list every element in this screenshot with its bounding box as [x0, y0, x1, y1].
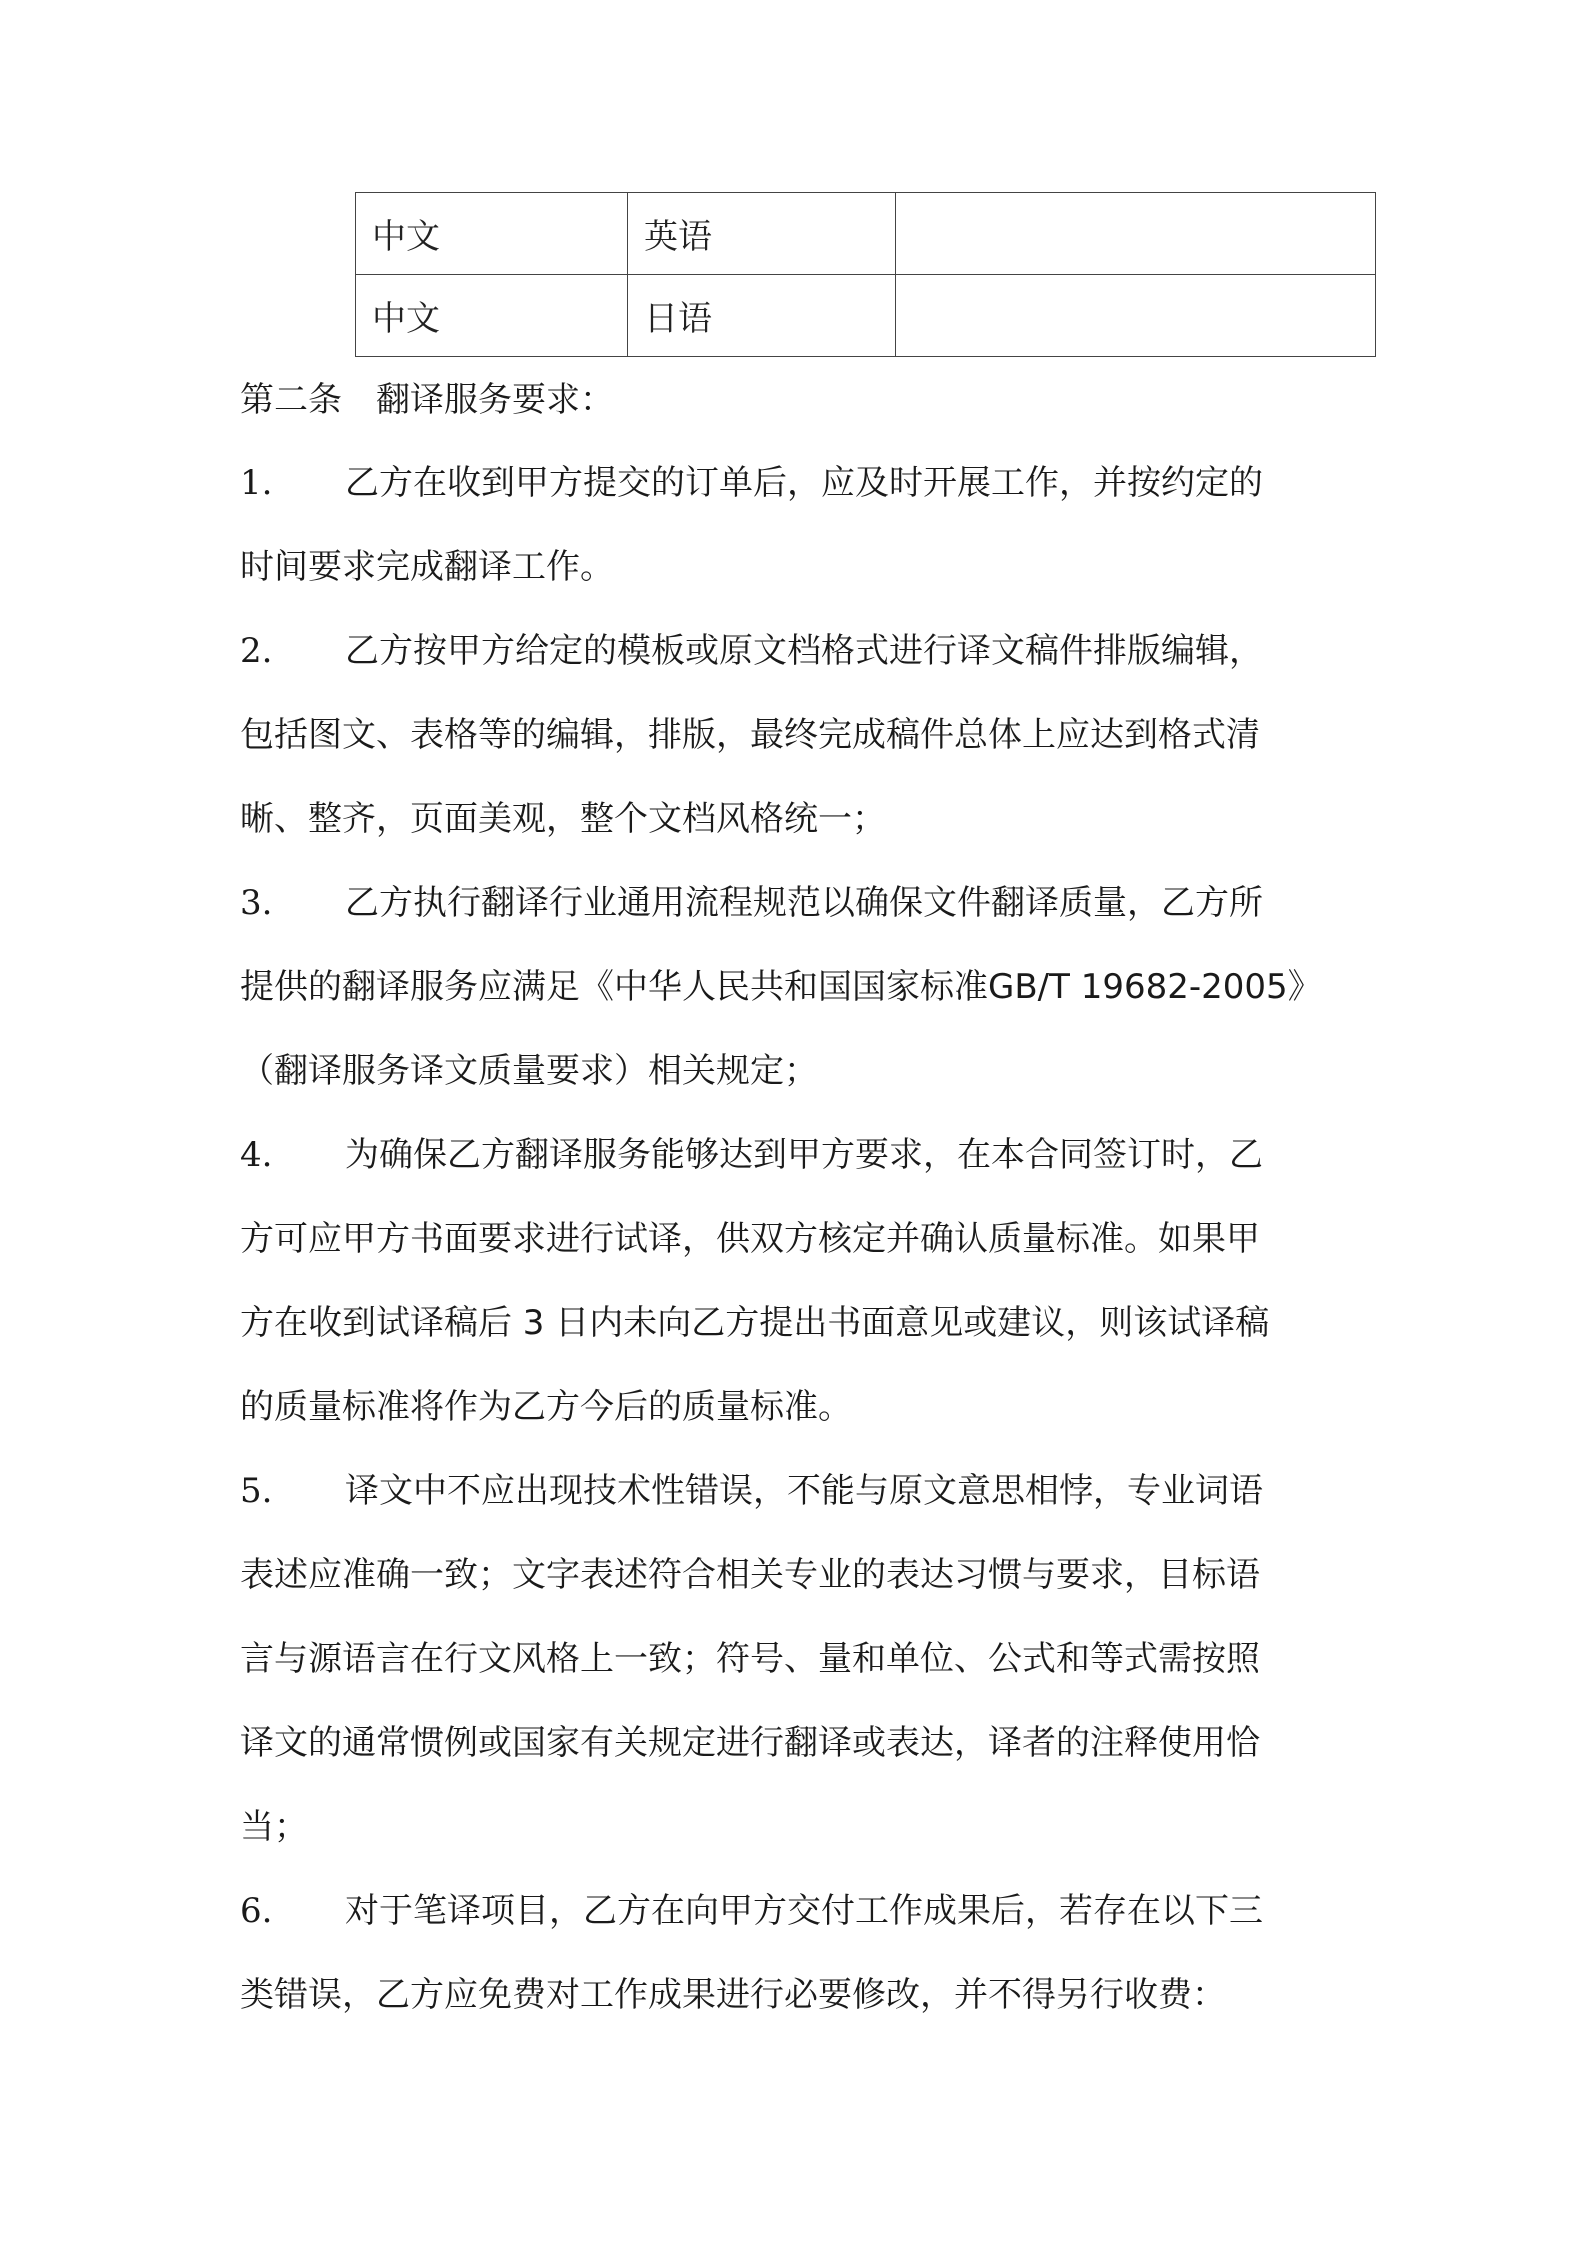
- source-language-cell: 中文: [356, 193, 628, 275]
- item-text: 当；: [240, 1807, 308, 1847]
- list-item-4-line-3: [240, 1303, 1269, 1343]
- list-item-2-line-3: [240, 799, 886, 839]
- item-text: 译文中不应出现技术性错误，不能与原文意思相悖，专业词语: [345, 1471, 1263, 1511]
- item-text: 类错误，乙方应免费对工作成果进行必要修改，并不得另行收费：: [240, 1975, 1226, 2015]
- target-language-cell: 英语: [628, 193, 896, 275]
- item-text: 表述应准确一致；文字表述符合相关专业的表达习惯与要求，目标语: [240, 1555, 1260, 1595]
- list-item-5-line-3: [240, 1639, 1260, 1679]
- empty-cell: [896, 275, 1376, 357]
- list-item-1-line-2: [240, 547, 614, 587]
- item-text: 方可应甲方书面要求进行试译，供双方核定并确认质量标准。如果甲: [240, 1219, 1260, 1259]
- list-item-2-line-2: [240, 715, 1260, 755]
- item-text: 的质量标准将作为乙方今后的质量标准。: [240, 1387, 852, 1427]
- item-text: 提供的翻译服务应满足《中华人民共和国国家标准GB/T 19682-2005》: [240, 967, 1322, 1007]
- item-number: 3.: [240, 883, 273, 923]
- item-text: 为确保乙方翻译服务能够达到甲方要求，在本合同签订时，乙: [345, 1135, 1263, 1175]
- item-number: 1.: [240, 463, 273, 503]
- item-text: 译文的通常惯例或国家有关规定进行翻译或表达，译者的注释使用恰: [240, 1723, 1260, 1763]
- list-item-6-line-2: [240, 1975, 1226, 2015]
- item-text: （翻译服务译文质量要求）相关规定；: [240, 1051, 818, 1091]
- item-text: 时间要求完成翻译工作。: [240, 547, 614, 587]
- item-text: 乙方按甲方给定的模板或原文档格式进行译文稿件排版编辑，: [345, 631, 1263, 671]
- list-item-2-line-1: [240, 631, 1263, 671]
- source-language-cell: 中文: [356, 275, 628, 357]
- empty-cell: [896, 193, 1376, 275]
- item-number: 5.: [240, 1471, 273, 1511]
- item-text: 乙方执行翻译行业通用流程规范以确保文件翻译质量，乙方所: [345, 883, 1263, 923]
- item-number: 6.: [240, 1891, 273, 1931]
- list-item-6-line-1: [240, 1891, 1263, 1931]
- item-number: 2.: [240, 631, 273, 671]
- list-item-3-line-2: [240, 967, 1322, 1007]
- table-row: [356, 193, 1376, 275]
- list-item-5-line-2: [240, 1555, 1260, 1595]
- item-text: 包括图文、表格等的编辑，排版，最终完成稿件总体上应达到格式清: [240, 715, 1260, 755]
- item-text: 言与源语言在行文风格上一致；符号、量和单位、公式和等式需按照: [240, 1639, 1260, 1679]
- target-language-cell: 日语: [628, 275, 896, 357]
- item-number: 4.: [240, 1135, 273, 1175]
- list-item-1-line-1: [240, 463, 1263, 503]
- list-item-4-line-2: [240, 1219, 1260, 1259]
- list-item-4-line-4: [240, 1387, 852, 1427]
- list-item-3-line-1: [240, 883, 1263, 923]
- item-text: 乙方在收到甲方提交的订单后，应及时开展工作，并按约定的: [345, 463, 1263, 503]
- list-item-5-line-4: [240, 1723, 1260, 1763]
- list-item-4-line-1: [240, 1135, 1263, 1175]
- table-row: [356, 275, 1376, 357]
- list-item-5-line-1: [240, 1471, 1263, 1511]
- list-item-5-line-5: [240, 1807, 308, 1847]
- language-pair-table: [355, 192, 1376, 357]
- item-text: 方在收到试译稿后 3 日内未向乙方提出书面意见或建议，则该试译稿: [240, 1303, 1270, 1343]
- item-text: 晰、整齐，页面美观，整个文档风格统一；: [240, 799, 886, 839]
- item-text: 对于笔译项目，乙方在向甲方交付工作成果后，若存在以下三: [345, 1891, 1263, 1931]
- section-heading: 第二条 翻译服务要求：: [240, 380, 614, 420]
- list-item-3-line-3: [240, 1051, 818, 1091]
